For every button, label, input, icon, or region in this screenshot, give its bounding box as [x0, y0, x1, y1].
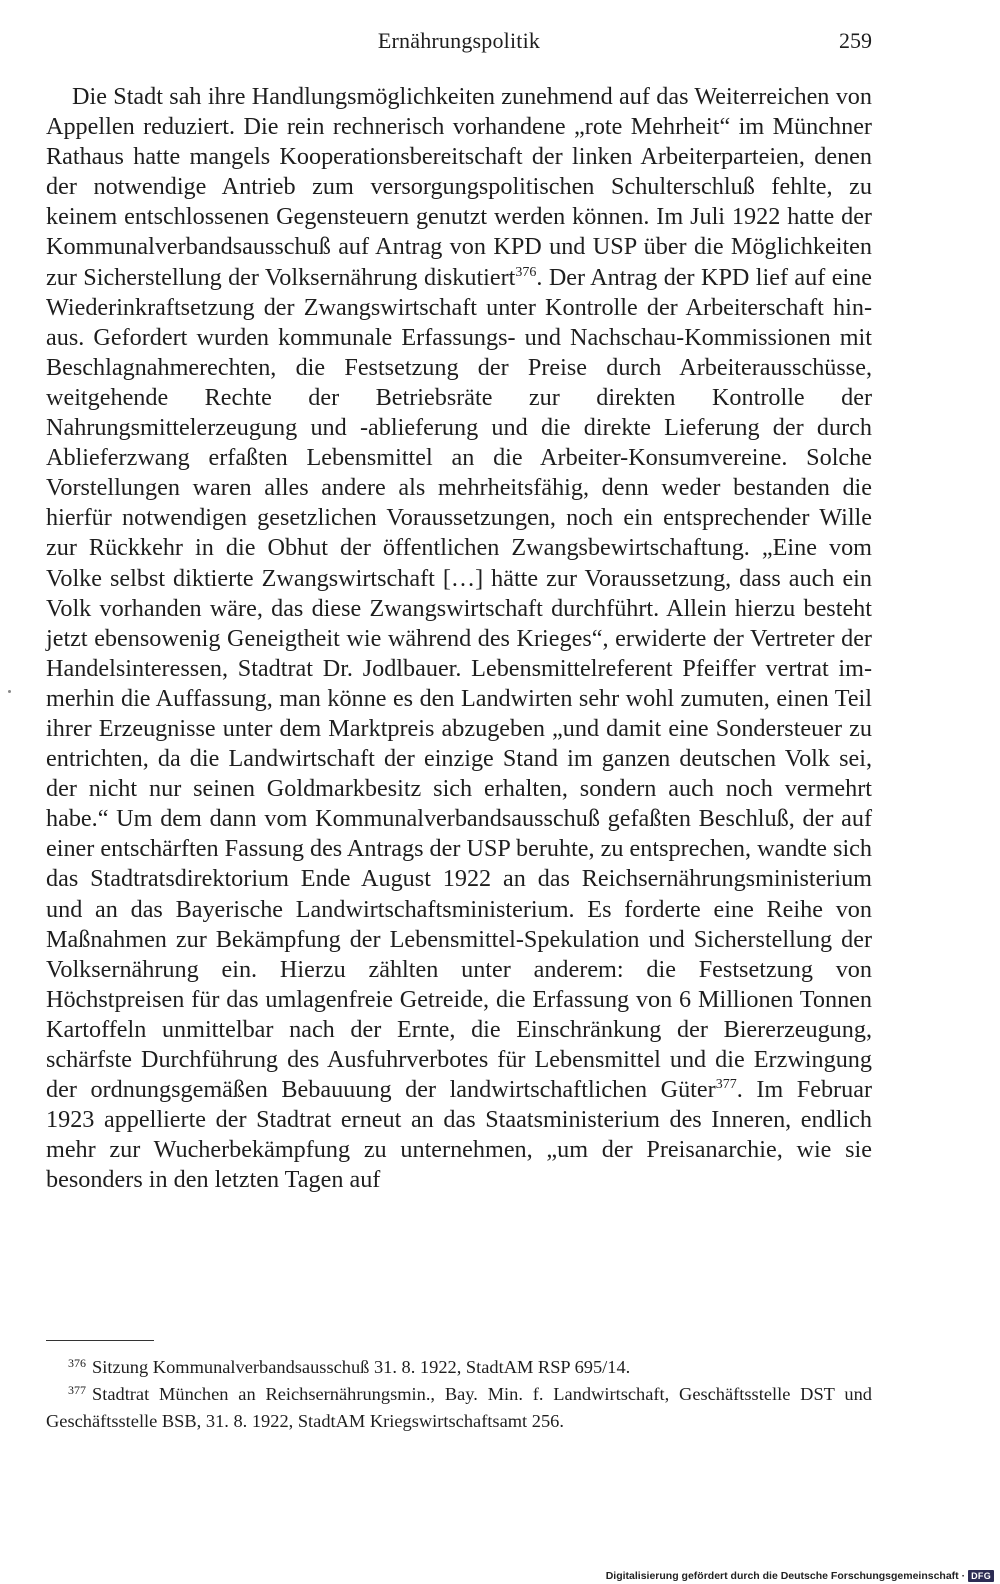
- body-text-part-2: . Der Antrag der KPD lief auf eine Wiederinkraftsetzung der Zwangswirtschaft unter Kontrolle der Arbeiterschaft hinaus. Gefordert wurden kommunale Erfassungs- und Nachschau-Kommissionen mit Beschlagnahmerechten, die Festsetzung der Preise durch Arbeiterausschüsse, weitgehende Rechte der Betriebsräte zur direkten Kontrolle der Nahrungsmittelerzeugung und -ablieferung und die direkte Lieferung der durch Ablieferzwang erfaßten Lebensmittel an die Arbeiter-Konsumvereine. Solche Vorstellungen waren alles andere als mehrheitsfähig, denn weder bestanden die hierfür notwendigen gesetzlichen Voraussetzungen, noch ein entsprechender Wille zur Rückkehr in die Obhut der öffentlichen Zwangsbewirtschaftung. „Eine vom Volke selbst diktierte Zwangswirtschaft […] hätte zur Voraussetzung, dass auch ein Volk vorhanden wäre, das diese Zwangswirtschaft durchführt. Allein hierzu besteht jetzt ebensowenig Geneigtheit wie während des Krieges“, erwiderte der Vertreter der Handelsinteressen, Stadtrat Dr. Jodlbauer. Lebensmittelreferent Pfeiffer vertrat immerhin die Auffassung, man könne es den Landwirten sehr wohl zumuten, einen Teil ihrer Erzeugnisse unter dem Marktpreis abzugeben „und damit eine Sondersteuer zu entrichten, da die Landwirtschaft der einzige Stand im ganzen deutschen Volk sei, der nicht nur seinen Goldmarkbesitz sich erhalten, sondern auch noch vermehrt habe.“ Um dem dann vom Kommunalverbandsausschuß gefaßten Beschluß, der auf einer entschärften Fassung des Antrags der USP beruhte, zu entsprechen, wandte sich das Stadtratsdirektorium Ende August 1922 an das Reichsernährungsministerium und an das Bayerische Landwirtschaftsministerium. Es forderte eine Reihe von Maßnahmen zur Bekämpfung der Lebensmittel-Spekulation und Sicherstellung der Volksernährung ein. Hierzu zählten unter anderem: die Festsetzung von Höchstpreisen für das umlagenfreie Getreide, die Erfassung von 6 Millionen Tonnen Kartoffeln unmittelbar nach der Ernte, die Einschränkung der Biererzeugung, schärfste Durchführung des Ausfuhrverbotes für Lebensmittel und die Erzwingung der ordnungsgemäßen Bebauuung der landwirtschaftlichen Güter: [46, 263, 872, 1104]
- running-head: Ernährungspolitik: [377, 28, 541, 53]
- dfg-logo-icon: DFG: [968, 1570, 994, 1582]
- footnote-377: [46, 1381, 872, 1435]
- footnote-reference-376[interactable]: 376: [515, 264, 537, 280]
- footnote-reference-377[interactable]: 377: [715, 1077, 737, 1093]
- body-text-part-3: . Im Februar 1923 appellierte der Stadtrat erneut an das Staatsministerium des Inneren, endlich mehr zur Wucherbekämpfung zu unternehmen, „um der Preisanarchie, wie sie besonders in den letzten Tagen auf: [46, 1076, 872, 1194]
- page-number: 259: [839, 28, 872, 53]
- footnote-number: 376: [68, 1356, 86, 1370]
- scan-artifact-dot: [8, 690, 11, 693]
- page-header: [46, 24, 872, 60]
- footnotes: [46, 1354, 872, 1435]
- body-text-part-1: Die Stadt sah ihre Handlungsmöglichkeiten zunehmend auf das Weiterreichen von Appellen reduziert. Die rein rechnerisch vorhandene „rote Mehrheit“ im Münchner Rathaus hatte mangels Kooperationsbereitschaft der linken Arbeiterparteien, denen der notwendige Antrieb zum versorgungspolitischen Schulterschluß fehlte, zu keinem entschlossenen Gegensteuern genutzt werden können. Im Juli 1922 hatte der Kommunalverbandsausschuß auf Antrag von KPD und USP über die Möglichkeiten zur Sicherstellung der Volksernährung diskutiert: [46, 83, 872, 291]
- footnote-text: Stadtrat München an Reichsernährungsmin., Bay. Min. f. Landwirtschaft, Geschäftsstelle DST und Geschäftsstelle BSB, 31. 8. 1922, StadtAM Kriegswirtschaftsamt 256.: [46, 1384, 872, 1431]
- footnote-text: Sitzung Kommunalverbandsausschuß 31. 8. 1922, StadtAM RSP 695/14.: [92, 1357, 631, 1377]
- footnote-number: 377: [68, 1383, 86, 1397]
- banner-text: Digitalisierung gefördert durch die Deutsche Forschungsgemeinschaft ·: [605, 1570, 966, 1582]
- digitization-banner: [606, 1570, 994, 1582]
- body-paragraph: [46, 82, 872, 1195]
- footnote-376: [46, 1354, 872, 1381]
- footnote-separator: [46, 1340, 154, 1341]
